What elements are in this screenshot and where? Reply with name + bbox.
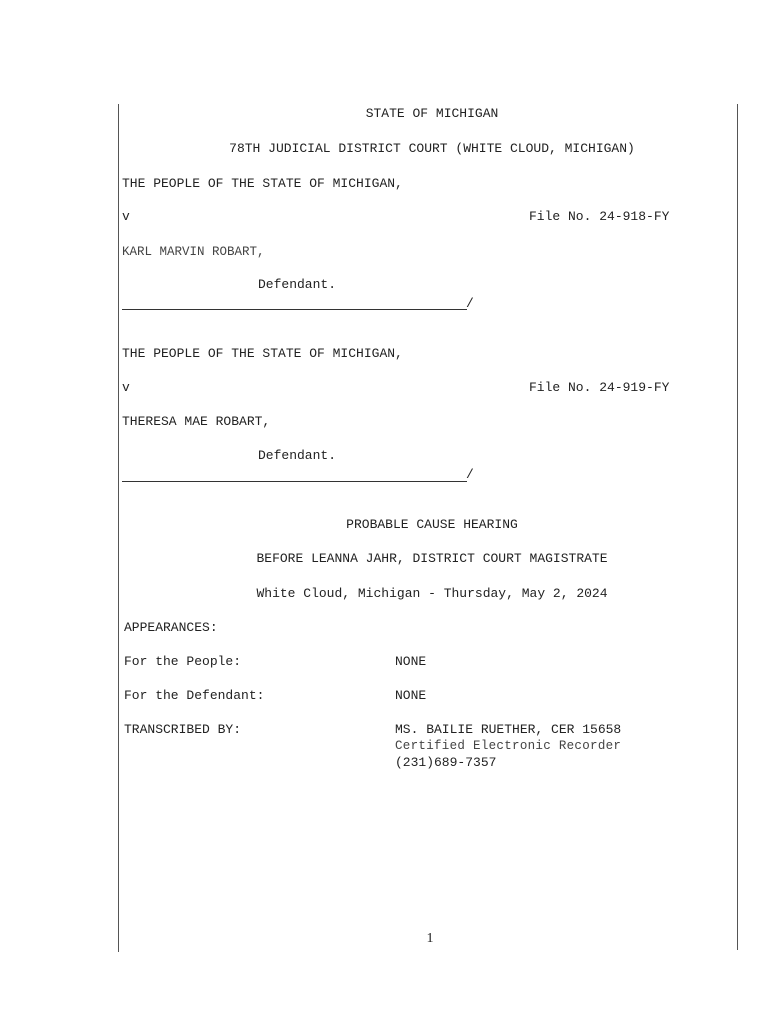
people-label: For the People: (124, 654, 242, 669)
case-2-file-number: File No. 24-919-FY (529, 380, 670, 395)
defendant-appearance-value: NONE (395, 688, 427, 703)
case-2-caption-rule (122, 481, 467, 482)
defendant-appearance-label: For the Defendant: (124, 688, 265, 703)
transcribed-by-label: TRANSCRIBED BY: (124, 722, 242, 737)
case-1-caption-rule (122, 309, 467, 310)
transcriber-name: MS. BAILIE RUETHER, CER 15658 (395, 722, 622, 737)
left-margin-line (118, 104, 119, 952)
case-1-versus: v (122, 209, 130, 224)
people-value: NONE (395, 654, 427, 669)
state-heading: STATE OF MICHIGAN (365, 106, 499, 121)
hearing-place-date: White Cloud, Michigan - Thursday, May 2, 2024 (256, 586, 608, 601)
case-1-defendant-name: KARL MARVIN ROBART, (122, 245, 265, 259)
transcriber-title: Certified Electronic Recorder (395, 739, 622, 753)
appearances-heading: APPEARANCES: (124, 620, 218, 635)
page-number: 1 (426, 931, 434, 946)
case-2-plaintiff: THE PEOPLE OF THE STATE OF MICHIGAN, (122, 346, 403, 361)
case-1-caption-slash: / (466, 296, 474, 311)
case-1-plaintiff: THE PEOPLE OF THE STATE OF MICHIGAN, (122, 176, 403, 191)
case-2-defendant-label: Defendant. (258, 448, 337, 463)
case-1-file-number: File No. 24-918-FY (529, 209, 670, 224)
court-heading: 78TH JUDICIAL DISTRICT COURT (WHITE CLOUD, MICHIGAN) (229, 141, 635, 156)
case-2-defendant-name: THERESA MAE ROBART, (122, 414, 271, 429)
transcriber-phone: (231)689-7357 (395, 755, 497, 770)
hearing-before: BEFORE LEANNA JAHR, DISTRICT COURT MAGISTRATE (256, 551, 608, 566)
case-1-defendant-label: Defendant. (258, 277, 337, 292)
case-2-caption-slash: / (466, 467, 474, 482)
hearing-title: PROBABLE CAUSE HEARING (346, 517, 518, 532)
case-2-versus: v (122, 380, 130, 395)
